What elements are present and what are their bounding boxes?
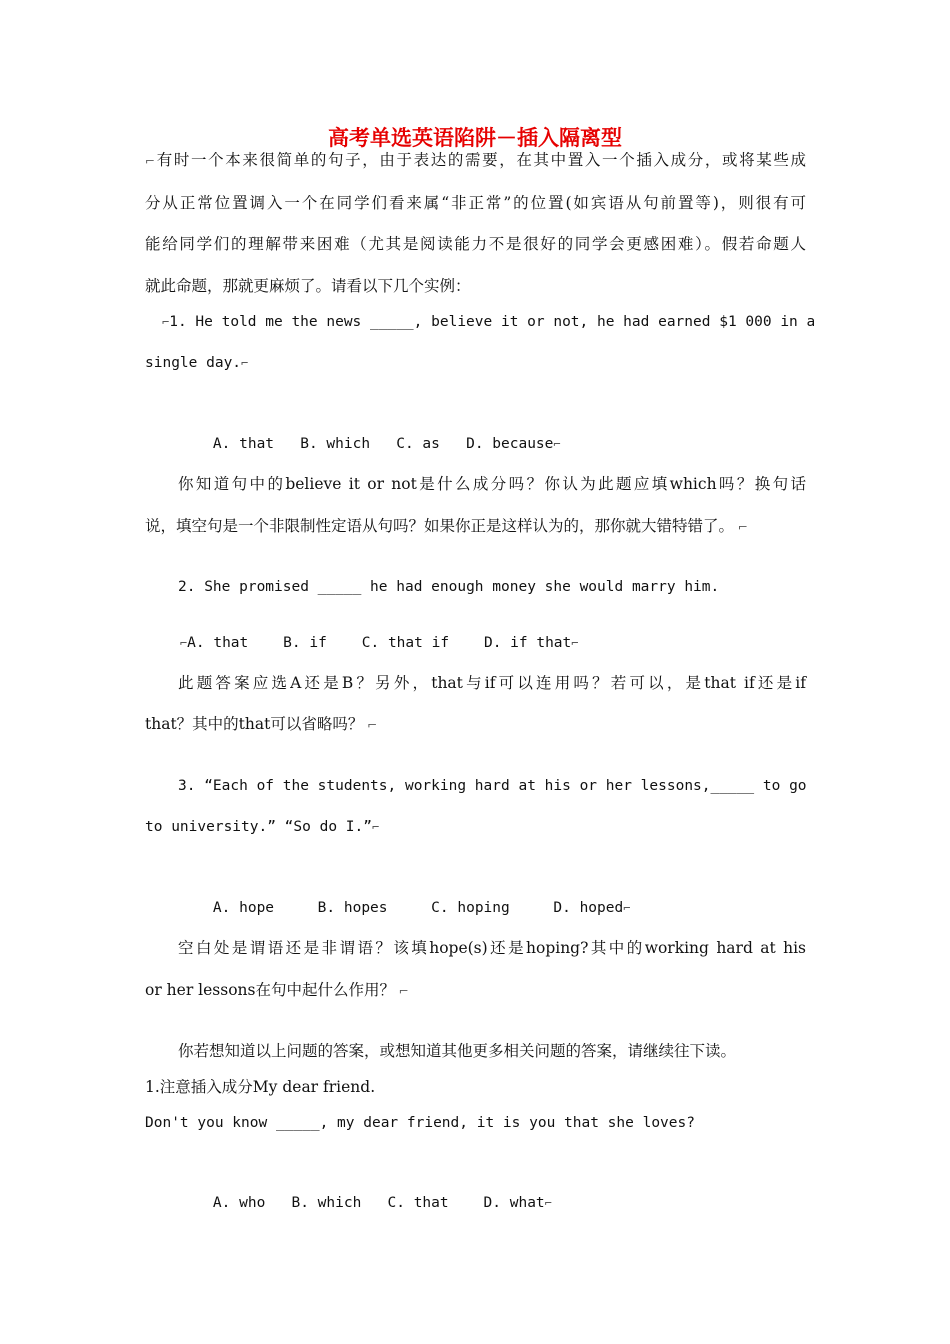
bracket-mark-icon: ⌐ <box>162 315 170 329</box>
comment-1-line-2: 说，填空句是一个非限制性定语从句吗？如果你正是这样认为的，那你就大错特错了。 ⌐ <box>145 517 748 535</box>
return-mark-icon: ⌐ <box>371 820 380 834</box>
return-mark-icon: ⌐ <box>544 1196 552 1210</box>
comment-1-line-1: 你知道句中的believe it or not是什么成分吗？你认为此题应填which吗？换句话 <box>178 475 806 493</box>
paragraph-mark-icon: ⌐ <box>179 636 188 650</box>
intro-line-1: ⌐有时一个本来很简单的句子，由于表达的需要，在其中置入一个插入成分，或将某些成 <box>145 151 806 169</box>
return-mark-icon: ⌐ <box>623 901 631 915</box>
intro-line-2: 分从正常位置调入一个在同学们看来属“非正常”的位置(如宾语从句前置等)，则很有可 <box>145 194 806 212</box>
intro-line-3: 能给同学们的理解带来困难（尤其是阅读能力不是很好的同学会更感困难）。假若命题人 <box>145 235 806 253</box>
bracket-mark-icon: ⌐ <box>363 718 378 732</box>
section-1-question: Don't you know _____, my dear friend, it is you that she loves? <box>145 1115 695 1131</box>
intro-line-4: 就此命题，那就更麻烦了。请看以下几个实例： <box>145 277 471 295</box>
question-2-options: ⌐A. that B. if C. that if D. if that⌐ <box>179 635 579 651</box>
bracket-mark-icon: ⌐ <box>734 520 748 534</box>
question-3-line-1: 3. “Each of the students, working hard at his or her lessons,_____ to go <box>178 778 807 794</box>
bracket-mark-icon: ⌐ <box>394 984 409 998</box>
section-1-heading: 1.注意插入成分My dear friend. <box>145 1078 376 1096</box>
question-1-line-2: single day.⌐ <box>145 355 249 371</box>
question-3-options: A. hope B. hopes C. hoping D. hoped⌐ <box>212 900 631 916</box>
question-1-line-1: ⌐1. He told me the news _____, believe it or not, he had earned $1 000 in a <box>162 314 816 330</box>
return-mark-icon: ⌐ <box>571 636 579 650</box>
comment-2-line-2: that？其中的that可以省略吗？ ⌐ <box>145 715 378 733</box>
paragraph-mark-icon: ⌐ <box>145 154 156 168</box>
return-mark-icon: ⌐ <box>241 356 249 370</box>
question-2-line-1: 2. She promised _____ he had enough money she would marry him. <box>178 579 720 595</box>
comment-3-line-2: or her lessons在句中起什么作用？ ⌐ <box>145 981 409 999</box>
comment-3-line-1: 空白处是谓语还是非谓语？该填hope(s)还是hoping?其中的working hard at his <box>178 939 806 957</box>
question-1-options: A. that B. which C. as D. because⌐ <box>212 436 561 452</box>
document-title: 高考单选英语陷阱－插入隔离型 <box>328 126 622 150</box>
comment-4: 你若想知道以上问题的答案，或想知道其他更多相关问题的答案，请继续往下读。 <box>178 1042 737 1060</box>
question-3-line-2: to university.” “So do I.”⌐ <box>145 819 380 835</box>
section-1-options: A. who B. which C. that D. what⌐ <box>212 1195 552 1211</box>
return-mark-icon: ⌐ <box>553 437 561 451</box>
comment-2-line-1: 此题答案应选A还是B？另外，that与if可以连用吗？若可以，是that if还是if <box>178 674 806 692</box>
